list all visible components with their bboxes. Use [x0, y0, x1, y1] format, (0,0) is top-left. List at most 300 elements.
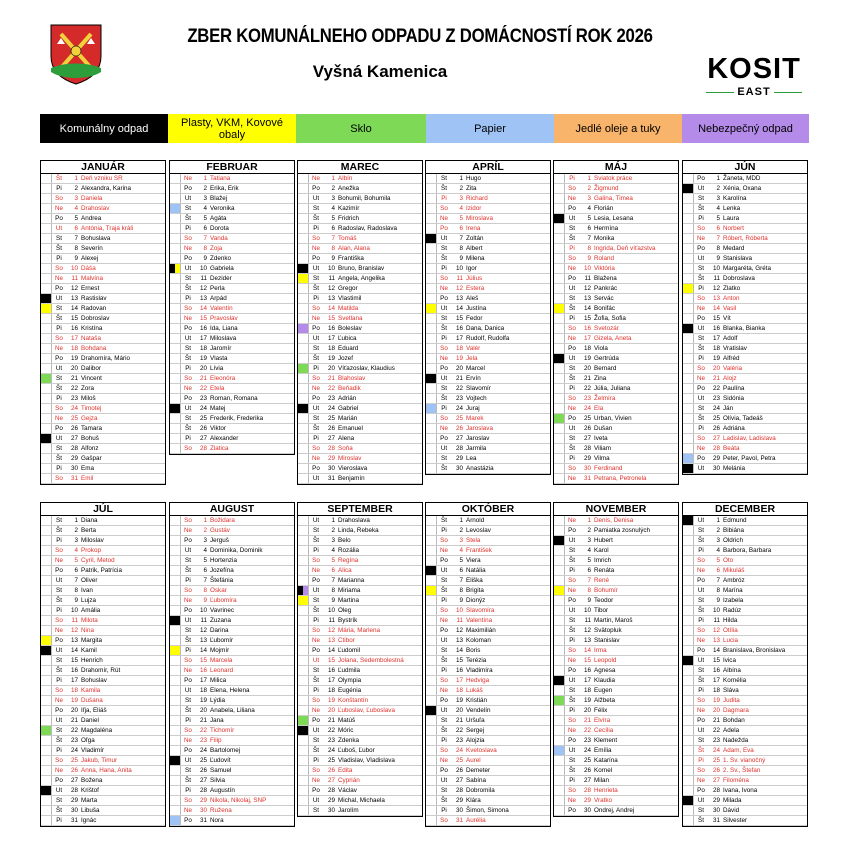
day-number: 2 — [716, 185, 720, 192]
collection-marker — [298, 606, 308, 616]
name-day: Fridrich — [338, 215, 359, 222]
name-day: Jela — [466, 355, 478, 362]
collection-marker — [683, 364, 693, 374]
name-day: Ondrej, Andrej — [594, 807, 635, 814]
day-number: 24 — [455, 747, 463, 754]
collection-marker — [170, 364, 180, 374]
day-row — [683, 344, 807, 354]
day-row — [554, 806, 678, 816]
day-row — [41, 294, 165, 304]
day-number: 17 — [199, 335, 207, 342]
day-row — [41, 616, 165, 626]
weekday: St — [564, 294, 579, 304]
collection-marker — [41, 414, 51, 424]
day-row — [554, 696, 678, 706]
weekday: St — [308, 414, 323, 424]
name-day: Patrik, Patrícia — [81, 567, 122, 574]
name-day: Dagmara — [723, 707, 749, 714]
day-row — [683, 374, 807, 384]
name-day: Albert — [466, 245, 483, 252]
weekday: Ne — [51, 766, 66, 776]
weekday: Pi — [693, 284, 708, 294]
name-day: Arnold — [466, 517, 485, 524]
day-number: 18 — [712, 345, 720, 352]
collection-marker — [426, 264, 436, 274]
month-8 — [297, 502, 423, 817]
day-number: 4 — [331, 547, 335, 554]
collection-marker — [298, 756, 308, 766]
collection-marker — [41, 676, 51, 686]
day-row — [41, 786, 165, 796]
day-row — [41, 806, 165, 816]
day-number: 2 — [587, 527, 591, 534]
day-row — [170, 736, 294, 746]
collection-marker — [41, 374, 51, 384]
name-day: Svetlana — [338, 315, 363, 322]
month-name: APRÍL — [426, 161, 550, 174]
name-day: Alojz — [723, 375, 737, 382]
weekday: Pi — [308, 546, 323, 556]
name-day: Marcela — [210, 657, 233, 664]
name-day: Dáša — [81, 265, 96, 272]
collection-marker — [683, 636, 693, 646]
weekday: Ut — [308, 656, 323, 666]
day-row — [683, 526, 807, 536]
name-day: Radúz — [723, 607, 742, 614]
name-day: Jaroslava — [466, 425, 493, 432]
collection-marker — [298, 686, 308, 696]
day-number: 11 — [584, 275, 591, 282]
day-row — [426, 364, 550, 374]
collection-marker — [426, 676, 436, 686]
name-day: Fedor — [466, 315, 483, 322]
weekday: So — [436, 676, 451, 686]
collection-marker — [683, 174, 693, 184]
collection-marker — [554, 736, 564, 746]
day-row — [683, 706, 807, 716]
month-name: JÚL — [41, 503, 165, 516]
day-number: 12 — [712, 627, 720, 634]
collection-marker — [170, 686, 180, 696]
collection-marker — [683, 224, 693, 234]
name-day: Konštantín — [338, 697, 369, 704]
name-day: Jozefína — [210, 567, 234, 574]
weekday: St — [308, 666, 323, 676]
name-day: Timotej — [81, 405, 102, 412]
day-row — [426, 546, 550, 556]
name-day: Kristián — [466, 697, 487, 704]
collection-marker — [554, 696, 564, 706]
name-day: Bystrík — [338, 617, 358, 624]
weekday: St — [51, 374, 66, 384]
name-day: Valentína — [466, 617, 493, 624]
weekday: Po — [308, 184, 323, 194]
weekday: Ne — [693, 444, 708, 454]
name-day: Kornélia — [723, 677, 747, 684]
collection-marker — [298, 706, 308, 716]
day-number: 22 — [455, 385, 463, 392]
day-row — [426, 324, 550, 334]
collection-marker — [41, 264, 51, 274]
day-row — [41, 606, 165, 616]
weekday: Ut — [564, 746, 579, 756]
name-day: Klaudia — [594, 677, 616, 684]
day-number: 11 — [200, 617, 207, 624]
day-number: 17 — [70, 335, 78, 342]
day-row — [298, 676, 422, 686]
day-row — [426, 746, 550, 756]
name-day: Jaroslav — [466, 435, 490, 442]
weekday: St — [564, 364, 579, 374]
weekday: Ne — [436, 686, 451, 696]
day-row — [683, 284, 807, 294]
weekday: Ne — [51, 556, 66, 566]
collection-marker — [426, 626, 436, 636]
day-number: 25 — [199, 757, 207, 764]
collection-marker — [554, 546, 564, 556]
name-day: Pravoslav — [210, 315, 238, 322]
day-number: 8 — [459, 245, 463, 252]
weekday: Ut — [693, 324, 708, 334]
name-day: Igor — [466, 265, 477, 272]
name-day: Emanuel — [338, 425, 363, 432]
weekday: So — [180, 656, 195, 666]
day-row — [170, 666, 294, 676]
name-day: Božena — [81, 777, 103, 784]
day-row — [170, 806, 294, 816]
day-number: 24 — [455, 405, 463, 412]
day-number: 5 — [203, 215, 207, 222]
weekday: So — [564, 184, 579, 194]
day-row — [170, 596, 294, 606]
name-day: Gašpar — [81, 455, 102, 462]
name-day: Mojmír — [210, 647, 230, 654]
weekday: St — [180, 414, 195, 424]
collection-marker — [426, 756, 436, 766]
collection-marker — [683, 314, 693, 324]
day-row — [298, 656, 422, 666]
day-number: 4 — [74, 205, 78, 212]
weekday: Št — [693, 344, 708, 354]
name-day: Blanka, Bianka — [723, 325, 766, 332]
name-day: Bohumil, Bohumila — [338, 195, 391, 202]
day-number: 8 — [587, 587, 591, 594]
day-number: 14 — [455, 647, 463, 654]
day-number: 28 — [712, 445, 720, 452]
day-number: 6 — [459, 225, 463, 232]
name-day: Albína — [723, 667, 741, 674]
collection-marker — [554, 464, 564, 474]
day-number: 22 — [583, 727, 591, 734]
collection-marker — [41, 636, 51, 646]
collection-marker — [554, 244, 564, 254]
name-day: Olympia — [338, 677, 362, 684]
weekday: Pi — [180, 716, 195, 726]
weekday: So — [693, 294, 708, 304]
day-row — [170, 656, 294, 666]
weekday: Št — [693, 204, 708, 214]
day-number: 21 — [455, 375, 463, 382]
collection-marker — [170, 174, 180, 184]
collection-marker — [426, 184, 436, 194]
name-day: Viera — [466, 557, 481, 564]
day-number: 28 — [583, 787, 591, 794]
weekday: So — [308, 304, 323, 314]
day-row — [554, 776, 678, 786]
day-row — [554, 424, 678, 434]
collection-marker — [298, 344, 308, 354]
name-day: Juraj — [466, 405, 480, 412]
day-row — [554, 294, 678, 304]
weekday: Pi — [436, 806, 451, 816]
weekday: Št — [51, 384, 66, 394]
day-row — [41, 304, 165, 314]
collection-marker — [683, 646, 693, 656]
collection-marker — [298, 806, 308, 816]
day-row — [554, 414, 678, 424]
name-day: Magdaléna — [81, 727, 113, 734]
day-number: 13 — [455, 637, 463, 644]
name-day: Hortenzia — [210, 557, 237, 564]
day-row — [554, 666, 678, 676]
day-number: 13 — [70, 637, 78, 644]
day-number: 21 — [712, 375, 720, 382]
day-row — [683, 174, 807, 184]
day-row — [554, 184, 678, 194]
name-day: Ľudomil — [338, 647, 361, 654]
weekday: St — [308, 344, 323, 354]
weekday: Ut — [564, 214, 579, 224]
day-row — [426, 464, 550, 474]
day-row — [683, 796, 807, 806]
collection-marker — [41, 294, 51, 304]
legend-item-sklo: Sklo — [296, 114, 426, 143]
day-number: 14 — [70, 647, 78, 654]
weekday: Po — [436, 696, 451, 706]
collection-marker — [170, 716, 180, 726]
day-row — [41, 536, 165, 546]
name-day: Jolana, Sedembolestná — [338, 657, 404, 664]
name-day: Ctibor — [338, 637, 355, 644]
day-row — [426, 424, 550, 434]
day-number: 11 — [456, 617, 463, 624]
collection-marker — [683, 264, 693, 274]
day-number: 30 — [583, 465, 591, 472]
weekday: Ne — [564, 796, 579, 806]
day-number: 4 — [331, 205, 335, 212]
collection-marker — [170, 384, 180, 394]
collection-marker — [170, 354, 180, 364]
day-row — [298, 184, 422, 194]
day-row — [170, 444, 294, 454]
name-day: Cyprián — [338, 777, 360, 784]
day-row — [554, 314, 678, 324]
name-day: Cecília — [594, 727, 614, 734]
day-number: 9 — [203, 255, 207, 262]
collection-marker — [683, 294, 693, 304]
day-row — [170, 786, 294, 796]
collection-marker — [554, 384, 564, 394]
collection-marker — [554, 646, 564, 656]
day-number: 17 — [327, 335, 335, 342]
collection-marker — [170, 204, 180, 214]
day-number: 3 — [716, 537, 720, 544]
name-day: Karolína — [723, 195, 747, 202]
collection-marker — [683, 464, 693, 474]
day-number: 13 — [70, 295, 78, 302]
name-day: Hubert — [594, 537, 613, 544]
name-day: Tibor — [594, 607, 609, 614]
name-day: Dionýz — [466, 597, 486, 604]
day-row — [41, 374, 165, 384]
weekday: Ut — [51, 576, 66, 586]
day-row — [554, 334, 678, 344]
weekday: So — [564, 394, 579, 404]
collection-marker — [426, 526, 436, 536]
collection-marker — [426, 354, 436, 364]
day-number: 29 — [455, 455, 463, 462]
collection-marker — [170, 414, 180, 424]
day-row — [683, 516, 807, 526]
day-row — [683, 646, 807, 656]
day-number: 21 — [583, 717, 591, 724]
collection-marker — [426, 606, 436, 616]
name-day: Frederik, Frederika — [210, 415, 264, 422]
collection-marker — [426, 194, 436, 204]
day-row — [426, 184, 550, 194]
day-number: 14 — [712, 647, 720, 654]
name-day: Lucia — [723, 637, 739, 644]
day-number: 23 — [199, 737, 207, 744]
weekday: Št — [564, 556, 579, 566]
day-row — [426, 254, 550, 264]
weekday: So — [308, 766, 323, 776]
weekday: Ut — [693, 516, 708, 526]
collection-marker — [426, 646, 436, 656]
day-number: 10 — [455, 265, 463, 272]
weekday: Ne — [564, 726, 579, 736]
name-day: Nina — [81, 627, 94, 634]
day-number: 8 — [331, 587, 335, 594]
weekday: Pi — [51, 536, 66, 546]
weekday: Pi — [693, 546, 708, 556]
day-row — [683, 324, 807, 334]
weekday: So — [564, 786, 579, 796]
day-row — [426, 536, 550, 546]
name-day: Aurel — [466, 757, 481, 764]
name-day: Kazimír — [338, 205, 360, 212]
month-11 — [682, 502, 808, 827]
kosit-logo — [700, 55, 808, 100]
name-day: Brigita — [466, 587, 484, 594]
day-row — [554, 394, 678, 404]
weekday: Po — [308, 324, 323, 334]
name-day: Miloslav — [81, 537, 104, 544]
name-day: Blahoslav — [338, 375, 366, 382]
day-row — [41, 394, 165, 404]
collection-marker — [426, 414, 436, 424]
day-number: 25 — [199, 415, 207, 422]
name-day: Martina — [338, 597, 359, 604]
day-row — [298, 294, 422, 304]
day-number: 17 — [583, 677, 591, 684]
collection-marker — [554, 706, 564, 716]
day-number: 8 — [203, 587, 207, 594]
day-row — [554, 526, 678, 536]
weekday: Ut — [180, 404, 195, 414]
weekday: Po — [436, 556, 451, 566]
day-row — [554, 616, 678, 626]
day-number: 1 — [74, 517, 78, 524]
weekday: Št — [180, 636, 195, 646]
name-day: Ivana, Ivona — [723, 787, 758, 794]
collection-marker — [298, 566, 308, 576]
day-number: 16 — [70, 325, 78, 332]
day-number: 17 — [455, 335, 463, 342]
day-row — [554, 546, 678, 556]
day-number: 21 — [327, 717, 335, 724]
name-day: Jaromír — [210, 345, 232, 352]
day-number: 25 — [583, 757, 591, 764]
name-day: Hedviga — [466, 677, 490, 684]
day-number: 19 — [70, 355, 78, 362]
weekday: Ut — [180, 264, 195, 274]
name-day: Miroslava — [466, 215, 493, 222]
day-row — [41, 214, 165, 224]
day-row — [554, 636, 678, 646]
collection-marker — [41, 204, 51, 214]
collection-marker — [554, 776, 564, 786]
collection-marker — [170, 786, 180, 796]
day-number: 22 — [327, 727, 335, 734]
name-day: Jozef — [338, 355, 354, 362]
day-number: 14 — [455, 305, 463, 312]
month-name: JÚN — [683, 161, 807, 174]
day-row — [170, 234, 294, 244]
day-row — [298, 736, 422, 746]
legend-item-komunalny: Komunálny odpad — [40, 114, 168, 143]
weekday: Po — [51, 214, 66, 224]
day-number: 11 — [71, 617, 78, 624]
collection-marker — [426, 324, 436, 334]
weekday: Ut — [51, 434, 66, 444]
name-day: Sabína — [466, 777, 486, 784]
day-number: 17 — [327, 677, 335, 684]
day-row — [170, 354, 294, 364]
collection-marker — [683, 536, 693, 546]
day-number: 12 — [70, 627, 78, 634]
day-row — [426, 736, 550, 746]
collection-marker — [170, 536, 180, 546]
day-row — [170, 204, 294, 214]
weekday: St — [308, 736, 323, 746]
name-day: Agáta — [210, 215, 227, 222]
collection-marker — [41, 706, 51, 716]
day-row — [554, 304, 678, 314]
day-number: 26 — [455, 425, 463, 432]
collection-marker — [426, 576, 436, 586]
name-day: Drahomíra, Mário — [81, 355, 130, 362]
day-number: 27 — [199, 435, 207, 442]
name-day: Ján — [723, 405, 734, 412]
collection-marker — [554, 454, 564, 464]
collection-marker — [554, 576, 564, 586]
day-number: 4 — [587, 547, 591, 554]
weekday: St — [693, 806, 708, 816]
name-day: Anna, Hana, Anita — [81, 767, 132, 774]
name-day: Anastázia — [466, 465, 494, 472]
name-day: Antónia, Traja králi — [81, 225, 134, 232]
